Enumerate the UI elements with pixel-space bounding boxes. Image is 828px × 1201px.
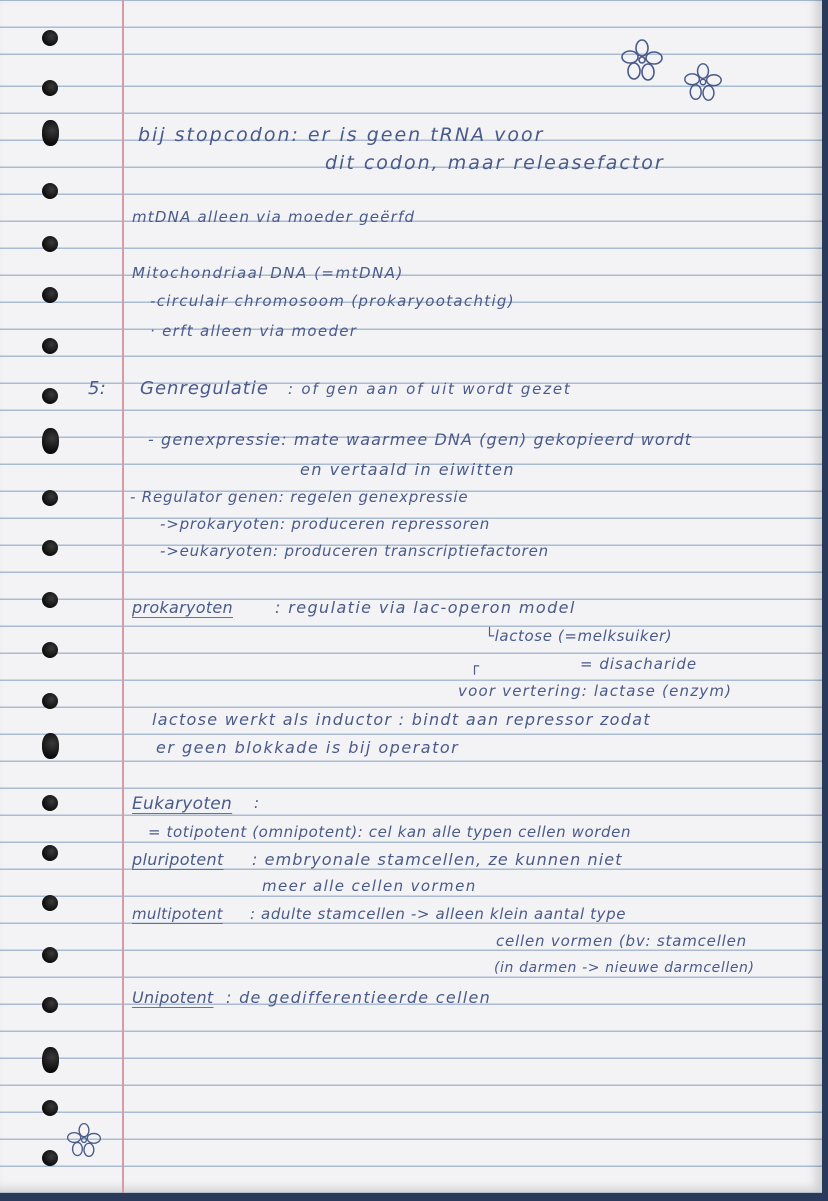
binder-hole <box>42 80 58 96</box>
note-line: bij stopcodon: er is geen tRNA voor <box>138 124 545 146</box>
note-line: mtDNA alleen via moeder geërfd <box>132 208 416 226</box>
binder-hole <box>42 592 58 608</box>
binder-hole <box>42 1100 58 1116</box>
note-line: = disacharide <box>580 655 698 673</box>
note-line: · erft alleen via moeder <box>150 322 358 340</box>
term-multipotent: multipotent <box>132 905 223 923</box>
note-line: : embryonale stamcellen, ze kunnen niet <box>252 850 623 869</box>
binder-hole <box>42 845 58 861</box>
binder-hole <box>42 733 59 759</box>
note-line: Mitochondriaal DNA (=mtDNA) <box>132 264 404 282</box>
note-line: └lactose (=melksuiker) <box>485 627 673 645</box>
binder-hole <box>42 183 58 199</box>
flower-doodle-icon <box>683 62 723 102</box>
note-line: (in darmen -> nieuwe darmcellen) <box>494 960 755 976</box>
subheading-eukaryoten: Eukaryoten <box>132 794 233 814</box>
margin-line <box>122 0 124 1193</box>
note-line: : <box>254 794 260 812</box>
binder-hole <box>42 338 58 354</box>
note-line: voor vertering: lactase (enzym) <box>458 682 733 700</box>
note-line: - genexpressie: mate waarmee DNA (gen) gekopieerd wordt <box>148 430 693 449</box>
section-number: 5: <box>88 378 107 399</box>
note-line: = totipotent (omnipotent): cel kan alle typen cellen worden <box>148 823 632 841</box>
binder-hole <box>42 30 58 46</box>
note-line: ->eukaryoten: produceren transcriptiefactoren <box>160 542 549 560</box>
binder-hole <box>42 236 58 252</box>
binder-hole <box>42 795 58 811</box>
binder-hole <box>42 1047 59 1073</box>
binder-hole <box>42 428 59 454</box>
binder-hole <box>42 388 58 404</box>
term-unipotent: Unipotent <box>132 988 214 1007</box>
note-line: : adulte stamcellen -> alleen klein aantal type <box>250 905 627 923</box>
binder-hole <box>42 997 58 1013</box>
note-line: meer alle cellen vormen <box>262 877 477 895</box>
note-line: en vertaald in eiwitten <box>300 460 516 479</box>
section-heading: Genregulatie <box>140 378 269 399</box>
note-line: : of gen aan of uit wordt gezet <box>288 380 572 398</box>
note-line: ->prokaryoten: produceren repressoren <box>160 515 491 533</box>
binder-hole <box>42 540 58 556</box>
subheading-prokaryoten: prokaryoten <box>132 598 233 617</box>
term-pluripotent: pluripotent <box>132 850 224 869</box>
binder-hole <box>42 490 58 506</box>
note-line: cellen vormen (bv: stamcellen <box>496 932 747 950</box>
note-line: - Regulator genen: regelen genexpressie <box>130 488 469 506</box>
binder-hole <box>42 1150 58 1166</box>
binder-hole <box>42 120 59 146</box>
note-line: -circulair chromosoom (prokaryootachtig) <box>150 292 515 310</box>
bracket-mark: ┌ <box>470 657 480 675</box>
binder-hole <box>42 693 58 709</box>
note-line: : regulatie via lac-operon model <box>275 598 576 617</box>
binder-hole <box>42 287 58 303</box>
note-line: er geen blokkade is bij operator <box>156 738 460 757</box>
flower-doodle-icon <box>620 38 664 82</box>
flower-doodle-icon <box>66 1122 102 1158</box>
binder-hole <box>42 947 58 963</box>
note-line: lactose werkt als inductor : bindt aan repressor zodat <box>152 710 651 729</box>
binder-hole <box>42 642 58 658</box>
note-line: : de gedifferentieerde cellen <box>226 988 492 1007</box>
binder-hole <box>42 895 58 911</box>
note-line: dit codon, maar releasefactor <box>325 152 665 174</box>
